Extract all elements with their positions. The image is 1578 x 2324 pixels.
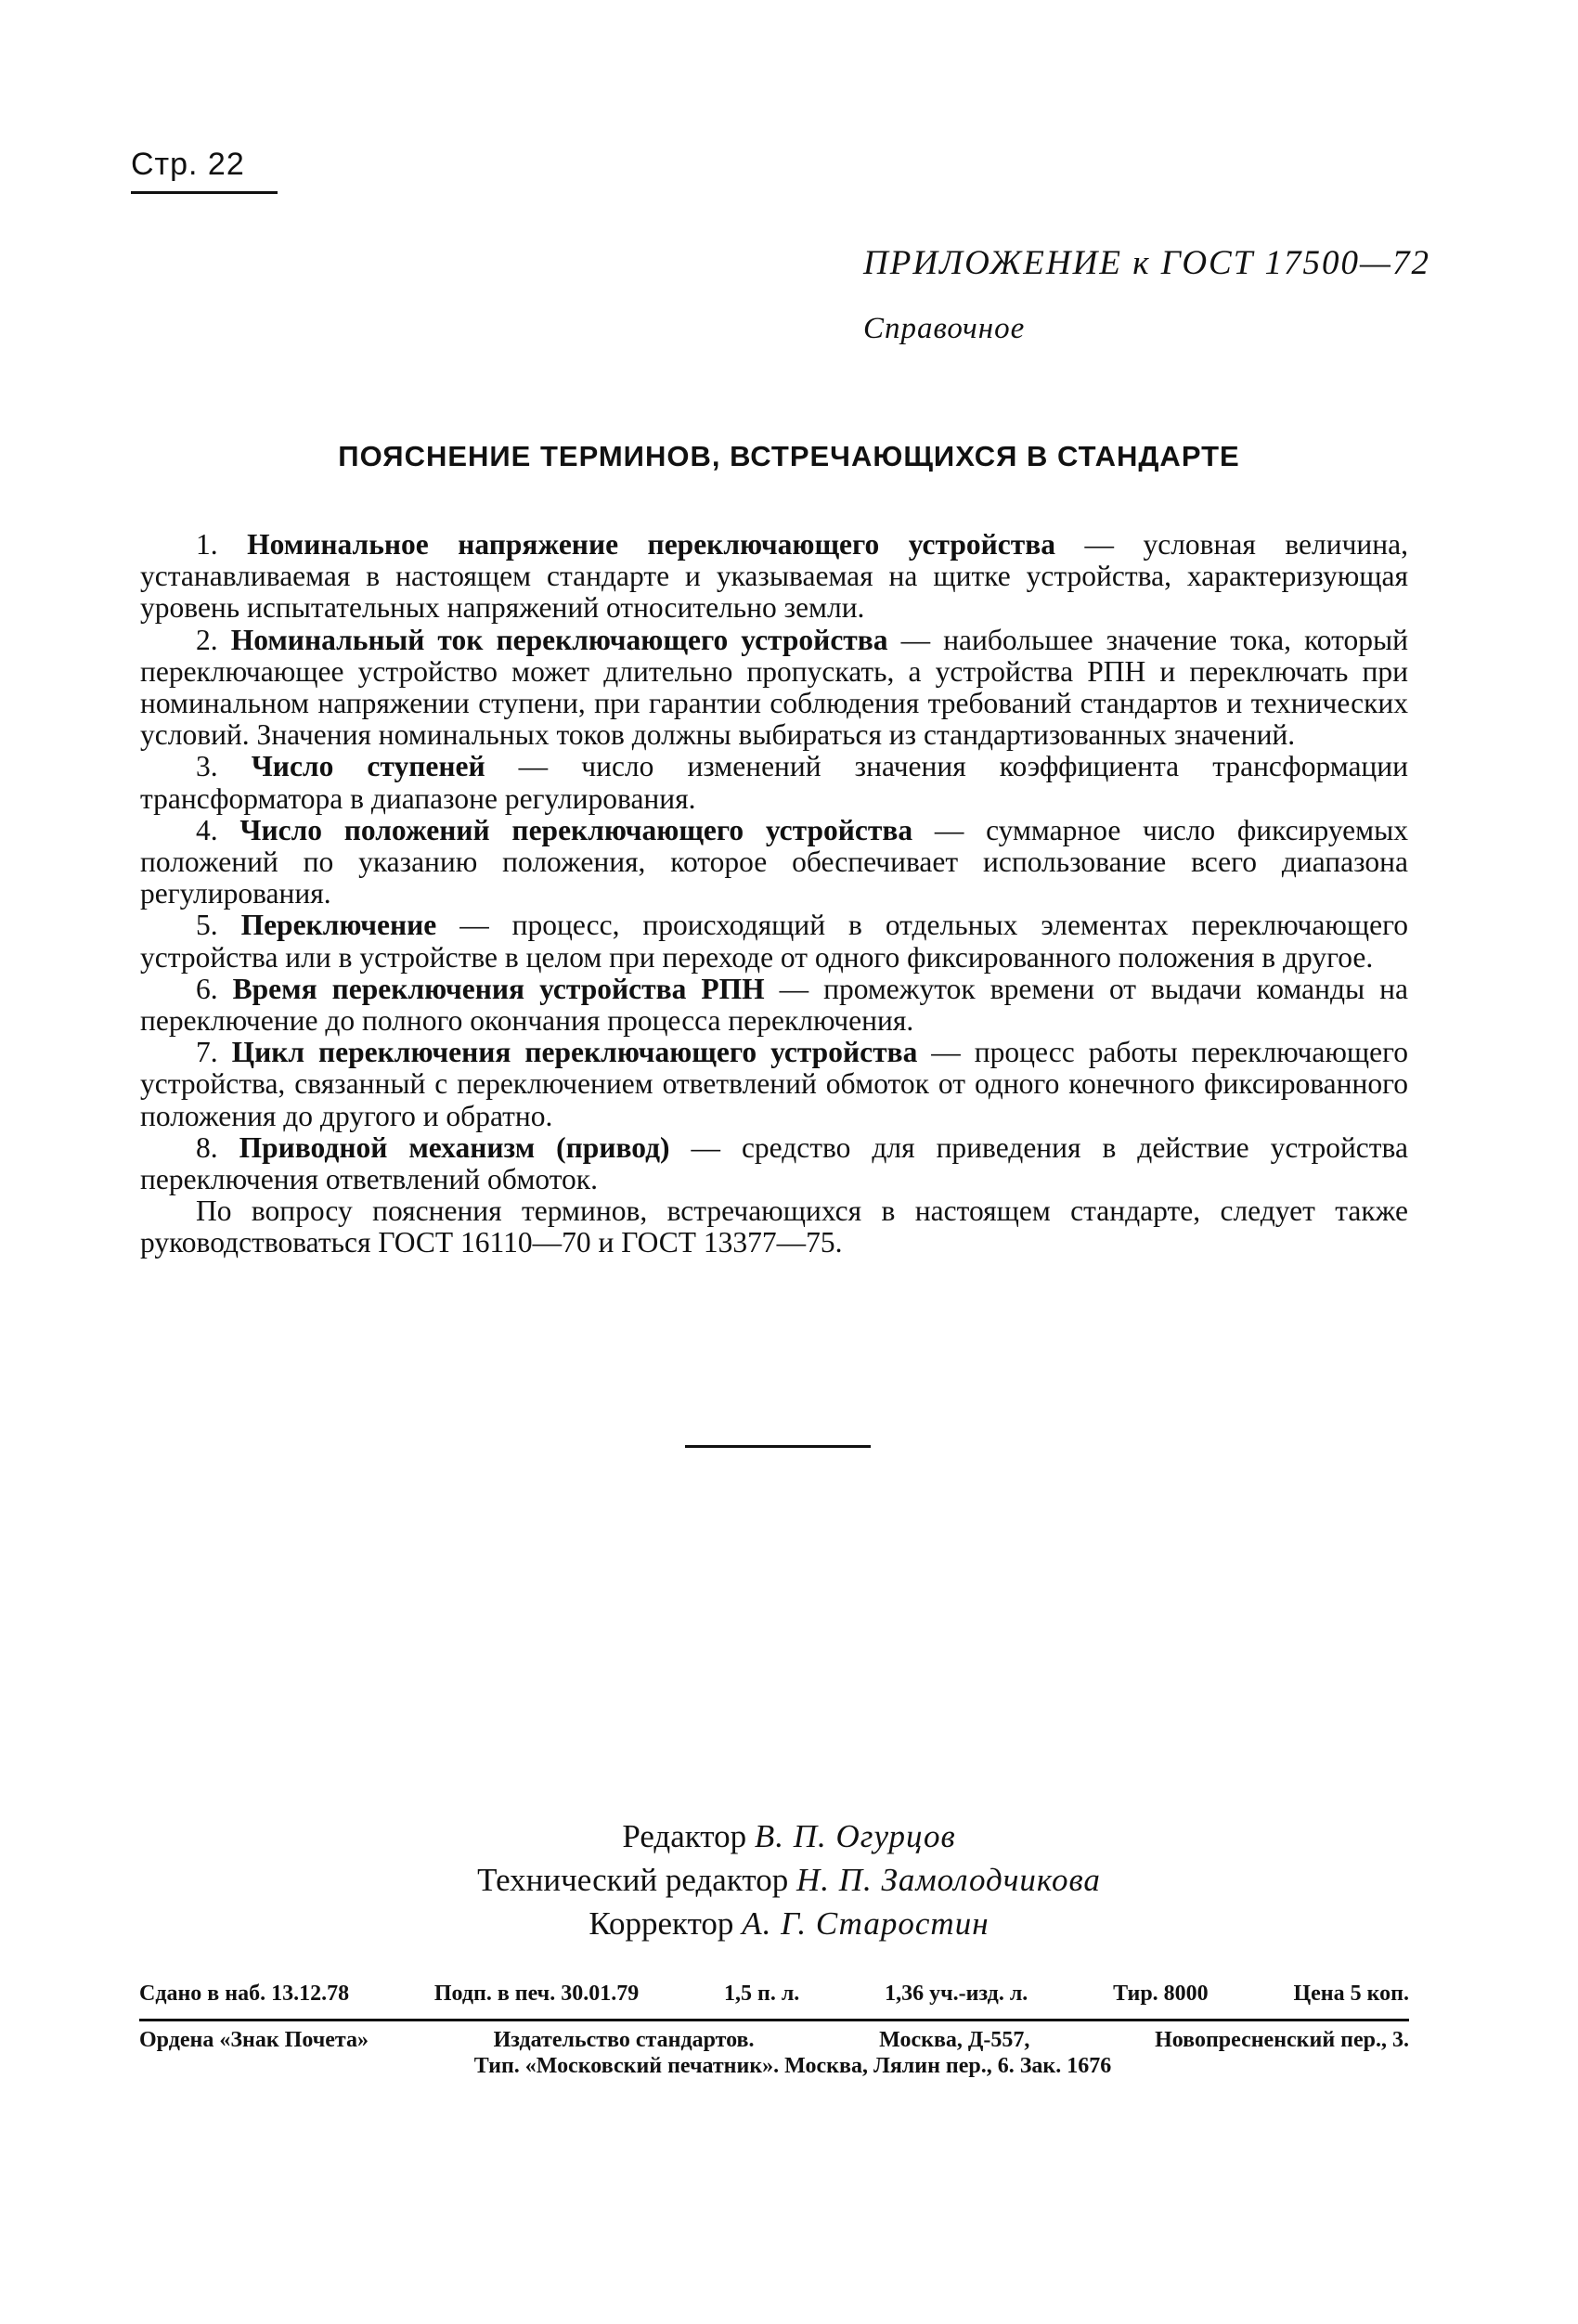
term-name: Номинальное напряжение переключающего устройства bbox=[247, 528, 1056, 561]
term-name: Переключение bbox=[240, 909, 437, 942]
term-definition: — процесс работы переключающего устройства, связанный с переключением ответвлений обмоток от одного конечного фиксированного положения до другого и обратно. bbox=[140, 1036, 1408, 1132]
term-definition: — промежуток времени от выдачи команды на переключение до полного окончания процесса переключения. bbox=[140, 972, 1409, 1038]
term-number: 4. bbox=[196, 813, 218, 846]
imprint-field: 1,36 уч.-изд. л. bbox=[885, 1982, 1028, 2006]
term-number: 8. bbox=[196, 1130, 218, 1164]
appendix-heading: ПРИЛОЖЕНИЕ к ГОСТ 17500—72 bbox=[863, 244, 1430, 282]
imprint-field: Новопресненский пер., 3. bbox=[1155, 2028, 1409, 2052]
imprint-line-2 bbox=[139, 2028, 1409, 2053]
imprint-line-3: Тип. «Московский печатник». Москва, Лялин пер., 6. Зак. 1676 bbox=[473, 2054, 1112, 2078]
imprint-field: Тир. 8000 bbox=[1113, 1982, 1209, 2006]
editor-name: В. П. Огурцов bbox=[754, 1818, 956, 1854]
term-definition: — суммарное число фиксируемых положений по указанию положения, которое обеспечивает использование всего диапазона регулирования. bbox=[140, 813, 1409, 910]
page-title: ПОЯСНЕНИЕ ТЕРМИНОВ, ВСТРЕЧАЮЩИХСЯ В СТАНДАРТЕ bbox=[338, 440, 1240, 472]
proofreader-role: Корректор bbox=[589, 1905, 734, 1942]
closing-paragraph: По вопросу пояснения терминов, встречающихся в настоящем стандарте, следует также руководствоваться ГОСТ 16110—70 и ГОСТ 13377—75. bbox=[140, 1194, 1408, 1259]
term-item bbox=[140, 974, 1408, 1037]
term-number: 5. bbox=[196, 909, 218, 942]
imprint-field: Издательство стандартов. bbox=[493, 2028, 755, 2052]
editor-line bbox=[0, 1814, 1578, 1858]
editor-role: Редактор bbox=[622, 1818, 747, 1854]
imprint-field: Цена 5 коп. bbox=[1293, 1982, 1409, 2006]
term-item bbox=[140, 1037, 1408, 1132]
term-definition: — число изменений значения коэффициента трансформации трансформатора в диапазоне регулирования. bbox=[140, 750, 1409, 815]
proofreader-name: А. Г. Старостин bbox=[742, 1905, 989, 1942]
term-item bbox=[140, 751, 1408, 814]
page-number: Стр. 22 bbox=[131, 147, 245, 182]
term-name: Время переключения устройства РПН bbox=[232, 972, 765, 1005]
tech-editor-name: Н. П. Замолодчикова bbox=[795, 1862, 1101, 1898]
term-item bbox=[140, 815, 1408, 910]
term-item bbox=[140, 529, 1408, 625]
term-definition: — средство для приведения в действие устройства переключения ответвлений обмоток. bbox=[140, 1130, 1408, 1196]
term-item bbox=[140, 1132, 1408, 1195]
term-definition: — условная величина, устанавливаемая в настоящем стандарте и указываемая на щитке устройства, характеризующая уровень испытательных напряжений относительно земли. bbox=[140, 528, 1408, 625]
term-name: Цикл переключения переключающего устройства bbox=[231, 1036, 918, 1069]
page-number-underline bbox=[131, 191, 278, 194]
proofreader-line bbox=[0, 1902, 1578, 1945]
imprint-field: Сдано в наб. 13.12.78 bbox=[139, 1982, 350, 2006]
term-number: 6. bbox=[196, 972, 218, 1005]
imprint-field: Москва, Д-557, bbox=[879, 2028, 1030, 2052]
term-name: Приводной механизм (привод) bbox=[239, 1130, 670, 1164]
term-name: Число ступеней bbox=[251, 750, 485, 783]
credits-block bbox=[0, 1814, 1578, 1945]
term-name: Число положений переключающего устройства bbox=[239, 813, 913, 846]
term-item bbox=[140, 625, 1408, 752]
imprint-field: Подп. в печ. 30.01.79 bbox=[433, 1982, 640, 2006]
section-divider bbox=[685, 1445, 871, 1448]
imprint-divider bbox=[139, 2019, 1409, 2021]
term-definition: — наибольшее значение тока, который переключающее устройство может длительно пропускать, а устройства РПН и переключать при номинальном напряжении ступени, при гарантии соблюдения требований стандартов и технических условий. Значения номинальных токов должны выбираться из стандартизованных значений. bbox=[140, 623, 1408, 752]
reference-label: Справочное bbox=[863, 312, 1026, 345]
tech-editor-role: Технический редактор bbox=[477, 1862, 789, 1898]
term-number: 7. bbox=[196, 1036, 218, 1069]
tech-editor-line bbox=[0, 1858, 1578, 1902]
terms-body bbox=[140, 529, 1408, 1259]
term-number: 3. bbox=[196, 750, 218, 783]
imprint-field: 1,5 п. л. bbox=[724, 1982, 800, 2006]
imprint-line-1 bbox=[139, 1982, 1409, 2007]
term-number: 1. bbox=[196, 528, 218, 561]
term-item bbox=[140, 910, 1408, 973]
imprint-field: Ордена «Знак Почета» bbox=[139, 2028, 369, 2052]
term-definition: — процесс, происходящий в отдельных элементах переключающего устройства или в устройстве в целом при переходе от одного фиксированного положения в другое. bbox=[140, 909, 1408, 974]
term-number: 2. bbox=[196, 623, 218, 656]
term-name: Номинальный ток переключающего устройства bbox=[230, 623, 888, 656]
